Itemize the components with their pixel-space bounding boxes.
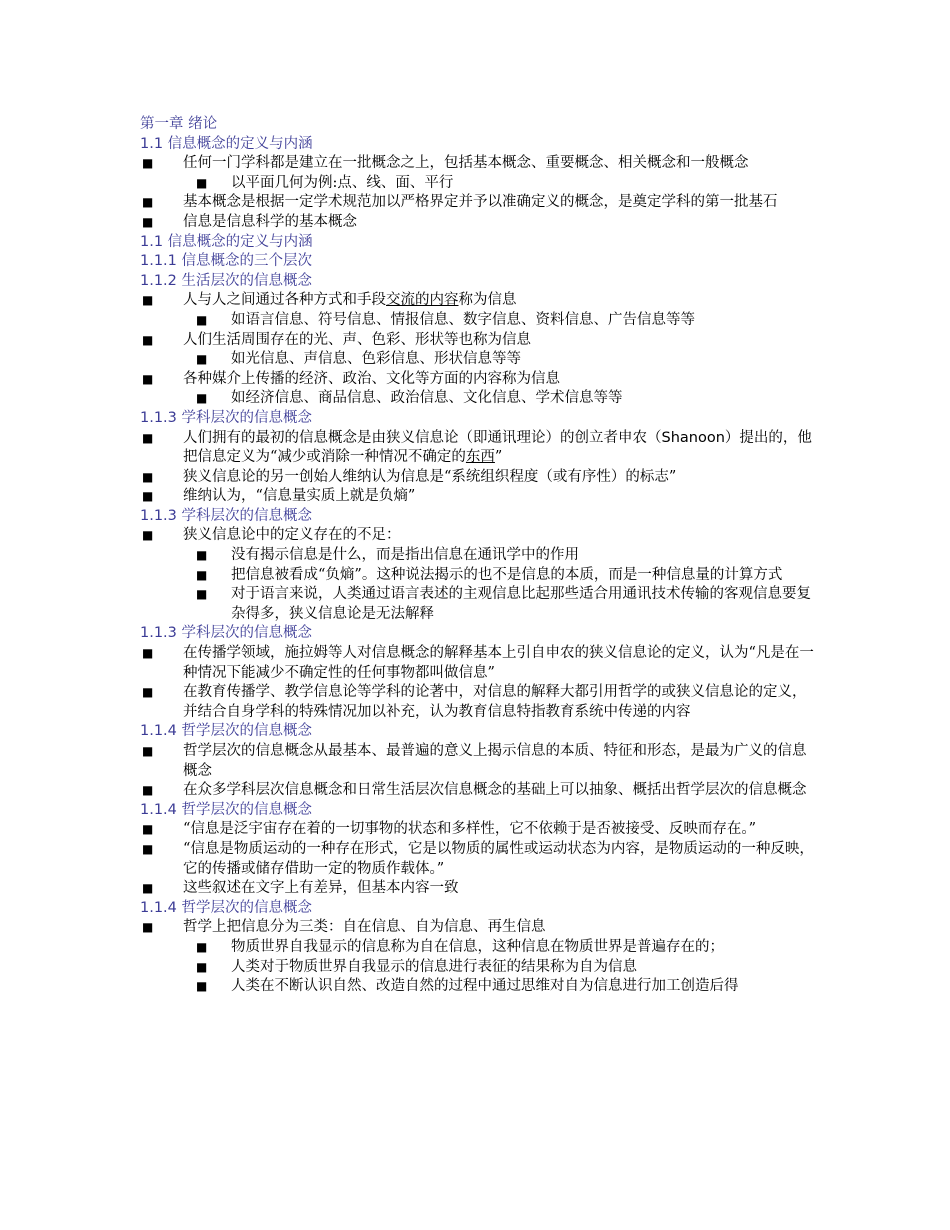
bullet-icon: ■ xyxy=(196,939,208,954)
list-item: ■ 人们生活周围存在的光、声、色彩、形状等也称为信息 xyxy=(140,331,820,351)
list-item: ■ 狭义信息论的另一创始人维纳认为信息是“系统组织程度（或有序性）的标志” xyxy=(140,468,820,488)
list-item: ■ 如经济信息、商品信息、政治信息、文化信息、学术信息等等 xyxy=(140,389,820,409)
bullet-icon: ■ xyxy=(142,489,154,504)
heading-1-1-repeat: 1.1 信息概念的定义与内涵 xyxy=(140,233,313,250)
list-item: ■ 这些叙述在文字上有差异，但基本内容一致 xyxy=(140,879,820,899)
list-item: ■ 物质世界自我显示的信息称为自在信息，这种信息在物质世界是普遍存在的； xyxy=(140,938,820,958)
list-item: ■ 哲学上把信息分为三类：自在信息、自为信息、再生信息 xyxy=(140,918,820,938)
bullet-icon: ■ xyxy=(196,352,208,367)
bullet-icon: ■ xyxy=(142,685,154,700)
list-item: ■ 如语言信息、符号信息、情报信息、数字信息、资料信息、广告信息等等 xyxy=(140,311,820,331)
list-item: ■ 人类对于物质世界自我显示的信息进行表征的结果称为自为信息 xyxy=(140,958,820,978)
heading-1-1-2: 1.1.2 生活层次的信息概念 xyxy=(140,272,313,289)
list-item: ■ “信息是泛宇宙存在着的一切事物的状态和多样性，它不依赖于是否被接受、反映而存在。” xyxy=(140,820,820,840)
heading-1-1-3: 1.1.3 学科层次的信息概念 xyxy=(140,409,313,426)
list-item: ■ 对于语言来说，人类通过语言表述的主观信息比起那些适合用通讯技术传输的客观信息要复杂得多，狭义信息论是无法解释 xyxy=(196,586,811,622)
document-body xyxy=(140,115,820,997)
bullet-icon: ■ xyxy=(142,332,154,347)
list-item: ■ 没有揭示信息是什么，而是指出信息在通讯学中的作用 xyxy=(140,546,820,566)
bullet-icon: ■ xyxy=(196,391,208,406)
heading-1-1-4-repeat: 1.1.4 哲学层次的信息概念 xyxy=(140,801,313,818)
bullet-icon: ■ xyxy=(142,783,154,798)
bullet-icon: ■ xyxy=(142,881,154,896)
bullet-icon: ■ xyxy=(196,587,208,602)
list-item: ■ 哲学层次的信息概念从最基本、最普遍的意义上揭示信息的本质、特征和形态，是最为广义的信息概念 xyxy=(142,743,807,779)
list-item: ■ 狭义信息论中的定义存在的不足： xyxy=(140,526,820,546)
bullet-icon: ■ xyxy=(142,822,154,837)
list-item: ■ 各种媒介上传播的经济、政治、文化等方面的内容称为信息 xyxy=(140,370,820,390)
bullet-icon: ■ xyxy=(142,646,154,661)
heading-1-1-1: 1.1.1 信息概念的三个层次 xyxy=(140,253,313,270)
list-item: ■ 以平面几何为例:点、线、面、平行 xyxy=(140,174,820,194)
list-item: ■ 在众多学科层次信息概念和日常生活层次信息概念的基础上可以抽象、概括出哲学层次的信息概念 xyxy=(140,781,820,801)
bullet-icon: ■ xyxy=(142,430,154,445)
bullet-icon: ■ xyxy=(196,175,208,190)
bullet-icon: ■ xyxy=(196,979,208,994)
bullet-icon: ■ xyxy=(196,312,208,327)
bullet-icon: ■ xyxy=(142,293,154,308)
heading-1-1-3-repeat: 1.1.3 学科层次的信息概念 xyxy=(140,507,313,524)
bullet-icon: ■ xyxy=(142,214,154,229)
bullet-icon: ■ xyxy=(196,548,208,563)
bullet-icon: ■ xyxy=(142,156,154,171)
heading-1-1: 1.1 信息概念的定义与内涵 xyxy=(140,135,313,152)
bullet-icon: ■ xyxy=(142,371,154,386)
heading-1-1-4: 1.1.4 哲学层次的信息概念 xyxy=(140,723,313,740)
list-item: ■ “信息是物质运动的一种存在形式，它是以物质的属性或运动状态为内容，是物质运动的一种反映，它的传播或储存借助一定的物质作载体。” xyxy=(142,840,814,877)
bullet-icon: ■ xyxy=(142,744,154,758)
list-item: ■ 人与人之间通过各种方式和手段交流的内容称为信息 xyxy=(140,291,820,311)
list-item: ■ 基本概念是根据一定学术规范加以严格界定并予以准确定义的概念，是奠定学科的第一批基石 xyxy=(140,193,820,213)
list-item: ■ 在传播学领域，施拉姆等人对信息概念的解释基本上引自申农的狭义信息论的定义，认为“凡是在一种情况下能减少不确定性的任何事物都叫做信息” xyxy=(142,645,814,681)
list-item: ■ 人们拥有的最初的信息概念是由狭义信息论（即通讯理论）的创立者申农（Shanoon）提出的，他把信息定义为“减少或消除一种情况不确定的东西” xyxy=(142,429,812,466)
list-item: ■ 人类在不断认识自然、改造自然的过程中通过思维对自为信息进行加工创造后得 xyxy=(140,977,820,997)
heading-1-1-4-repeat-2: 1.1.4 哲学层次的信息概念 xyxy=(140,899,313,916)
list-item: ■ 维纳认为，“信息量实质上就是负熵” xyxy=(140,487,820,507)
bullet-icon: ■ xyxy=(196,567,208,582)
list-item: ■ 如光信息、声信息、色彩信息、形状信息等等 xyxy=(140,350,820,370)
bullet-icon: ■ xyxy=(142,841,154,856)
list-item: ■ 任何一门学科都是建立在一批概念之上，包括基本概念、重要概念、相关概念和一般概念 xyxy=(140,154,820,174)
list-item: ■ 把信息被看成“负熵”。这种说法揭示的也不是信息的本质，而是一种信息量的计算方式 xyxy=(140,566,820,586)
bullet-icon: ■ xyxy=(142,469,154,484)
bullet-icon: ■ xyxy=(142,528,154,543)
list-item: ■ 信息是信息科学的基本概念 xyxy=(140,213,820,233)
bullet-icon: ■ xyxy=(142,195,154,210)
bullet-icon: ■ xyxy=(142,920,154,935)
heading-1-1-3-repeat-2: 1.1.3 学科层次的信息概念 xyxy=(140,625,313,642)
list-item: ■ 在教育传播学、教学信息论等学科的论著中，对信息的解释大都引用哲学的或狭义信息论的定义，并结合自身学科的特殊情况加以补充，认为教育信息特指教育系统中传递的内容 xyxy=(142,684,807,720)
bullet-icon: ■ xyxy=(196,959,208,974)
chapter-title: 第一章 绪论 xyxy=(140,116,218,132)
